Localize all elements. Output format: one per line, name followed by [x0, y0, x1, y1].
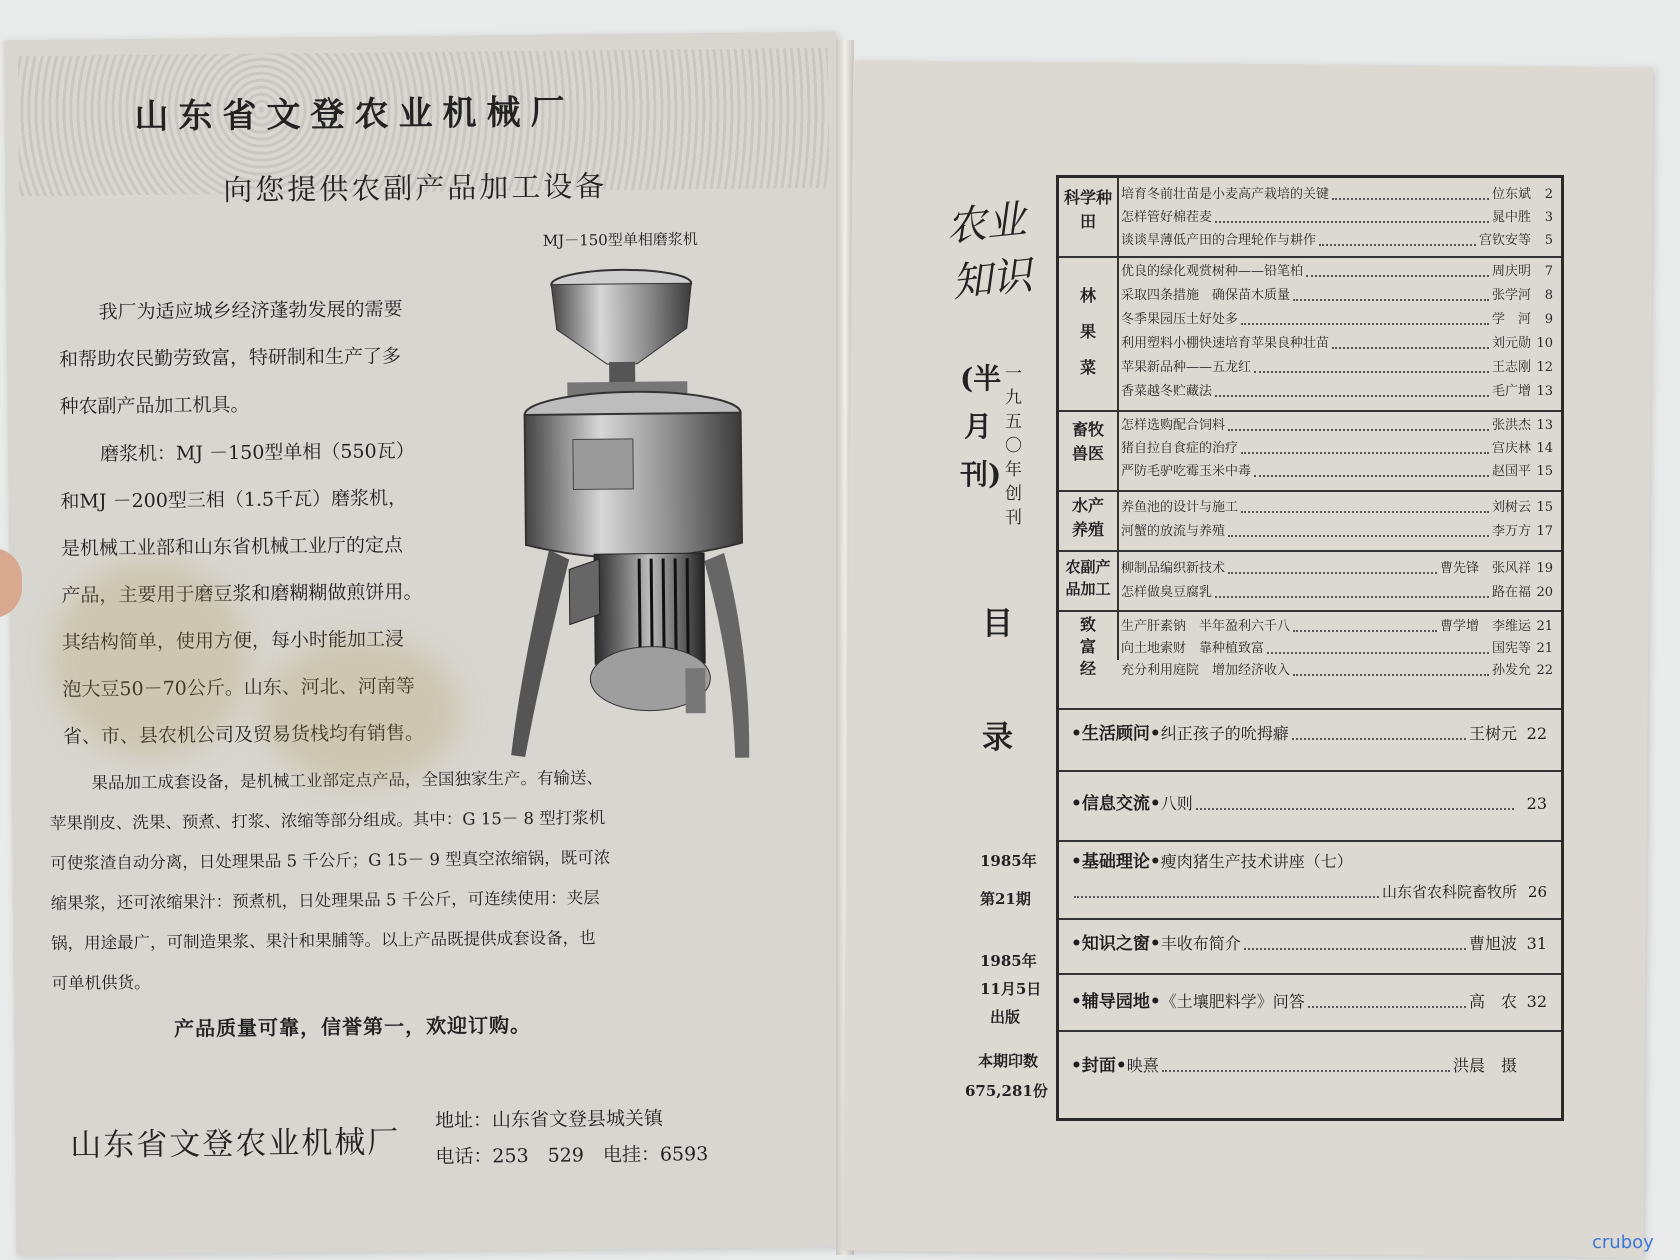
entry-page: 21 [1536, 641, 1553, 656]
entry-title: 怎样做臭豆腐乳 [1121, 585, 1213, 600]
section-rule [1059, 770, 1561, 772]
column-page: 22 [1526, 724, 1547, 743]
toc-entry [1121, 357, 1553, 379]
slogan: 产品质量可靠，信誉第一，欢迎订购。 [173, 1012, 532, 1041]
toc-entry [1121, 558, 1553, 580]
body-line: 是机械工业部和山东省机械工业厅的定点 [60, 534, 404, 560]
entry-author: 赵国平 [1491, 464, 1531, 479]
entry-page: 15 [1536, 500, 1553, 515]
column-title: 《土壤肥料学》问答 [1160, 992, 1305, 1011]
column-name: •基础理论• [1071, 852, 1161, 872]
entry-title: 苹果新品种——五龙红 [1121, 360, 1252, 375]
column-author: 洪晨 摄 [1452, 1056, 1517, 1075]
entry-page: 21 [1536, 619, 1553, 634]
section-rule [1059, 840, 1561, 842]
magazine-masthead [943, 191, 1046, 330]
column-page: 31 [1526, 934, 1547, 953]
column-title: 瘦肉猪生产技术讲座（七） [1160, 852, 1353, 871]
entry-page: 8 [1544, 288, 1553, 303]
entry-page: 2 [1544, 187, 1553, 202]
column-author: 王树元 [1468, 724, 1517, 743]
column-entry-continued [1071, 878, 1547, 906]
section-rule [1059, 708, 1561, 710]
body-line: 产品，主要用于磨豆浆和磨糊糊做煎饼用。 [61, 581, 423, 607]
toc-entry [1121, 309, 1553, 331]
entry-author: 李万方 [1491, 524, 1531, 539]
category-label: 畜牧兽医 [1071, 420, 1104, 463]
toc-entry [1121, 415, 1553, 437]
category-divider [1117, 178, 1119, 660]
entry-page: 5 [1544, 233, 1553, 248]
entry-title: 冬季果园压土好处多 [1121, 312, 1239, 327]
section-rule [1059, 490, 1561, 492]
body-line: 我厂为适应城乡经济蓬勃发展的需要 [98, 298, 403, 324]
toc-entry [1121, 285, 1553, 307]
entry-title: 柳制品编织新技术 [1121, 561, 1226, 576]
section-rule [1059, 1030, 1561, 1032]
column-name: •知识之窗• [1071, 934, 1161, 954]
stain [260, 636, 462, 788]
grinding-machine-illustration [496, 252, 791, 775]
entry-title: 怎样选购配合饲料 [1121, 418, 1226, 433]
column-title: 丰收布简介 [1160, 934, 1241, 953]
toc-entry [1121, 438, 1553, 460]
toc-entry [1121, 521, 1553, 543]
entry-title: 生产肝素钠 半年盈利六千八 [1121, 619, 1291, 634]
column-entry [1071, 848, 1547, 876]
toc-entry [1121, 582, 1553, 604]
para2-line: 苹果削皮、洗果、预煮、打浆、浓缩等部分组成。其中：G 15－ 8 型打浆机 [49, 808, 606, 833]
entry-title: 河蟹的放流与养殖 [1121, 524, 1226, 539]
section-rule [1059, 256, 1561, 258]
column-name: •封面• [1071, 1056, 1127, 1076]
entry-title: 谈谈旱薄低产田的合理轮作与耕作 [1121, 233, 1317, 248]
entry-title: 向土地索财 靠种植致富 [1121, 641, 1265, 656]
entry-author: 国宪等 [1491, 641, 1531, 656]
column-title: 映熹 [1126, 1056, 1159, 1075]
entry-author: 张洪杰 [1491, 418, 1531, 433]
section-rule [1059, 410, 1561, 412]
toc-entry [1121, 207, 1553, 229]
company-header-title: 山东省文登农业机械厂 [134, 92, 575, 138]
entry-author: 毛广增 [1491, 384, 1531, 399]
entry-page: 12 [1536, 360, 1553, 375]
entry-page: 20 [1536, 585, 1553, 600]
founded-year: 一九五〇年创刊 [1005, 364, 1022, 528]
watermark: cruboy [1592, 1232, 1654, 1253]
machine-caption: MJ－150型单相磨浆机 [542, 230, 698, 250]
column-page [1517, 1052, 1547, 1080]
entry-page: 22 [1536, 663, 1553, 678]
column-entry [1071, 988, 1547, 1016]
entry-title: 采取四条措施 确保苗木质量 [1121, 288, 1291, 303]
para2-line: 缩果浆，还可浓缩果汁：预煮机，日处理果品 5 千公斤，可连续使用：夹层 [50, 888, 600, 913]
column-page: 32 [1526, 992, 1547, 1011]
entry-author: 周庆明 [1491, 264, 1531, 279]
column-title: 纠正孩子的吮拇癖 [1160, 724, 1289, 743]
body-line: 种农副产品加工机具。 [59, 393, 250, 418]
column-page: 23 [1526, 794, 1547, 813]
footer-company-name: 山东省文登农业机械厂 [70, 1124, 401, 1164]
column-name: •生活顾问• [1071, 724, 1161, 744]
entry-page: 7 [1544, 264, 1553, 279]
toc-entry [1121, 497, 1553, 519]
issue-number: 第21期 [980, 890, 1031, 908]
body-line: 其结构简单，使用方便，每小时能加工浸 [61, 628, 405, 654]
toc-entry [1121, 230, 1553, 252]
entry-author: 刘树云 [1491, 500, 1531, 515]
section-rule [1059, 550, 1561, 552]
ad-subtitle: 向您提供农副产品加工设备 [223, 169, 608, 208]
entry-author: 宫钦安等 [1478, 233, 1531, 248]
toc-entry [1121, 638, 1553, 660]
section-rule [1059, 918, 1561, 920]
category-label: 致富经 [1079, 615, 1096, 678]
entry-author: 曹学增 李维运 [1439, 619, 1531, 634]
column-title: 八则 [1160, 794, 1193, 813]
para2-line: 可单机供货。 [51, 972, 151, 993]
category-label: 林果菜 [1079, 286, 1096, 377]
column-author: 高 农 [1468, 992, 1517, 1011]
body-line: 和帮助农民勤劳致富，特研制和生产了多 [58, 345, 402, 371]
column-name: •辅导园地• [1071, 992, 1161, 1012]
section-rule [1059, 610, 1561, 612]
body-line: 泡大豆50－70公斤。山东、河北、河南等 [62, 675, 415, 701]
entry-author: 曹先锋 张风祥 [1439, 561, 1531, 576]
magazine-frequency: (半月刊) [960, 362, 1002, 491]
table-of-contents [1056, 175, 1564, 1121]
entry-page: 13 [1536, 384, 1553, 399]
para2-line: 可使浆渣自动分离，日处理果品 5 千公斤；G 15－ 9 型真空浓缩锅，既可浓 [50, 848, 611, 873]
entry-title: 养鱼池的设计与施工 [1121, 500, 1239, 515]
entry-title: 优良的绿化观赏树种——铅笔柏 [1121, 264, 1304, 279]
entry-title: 严防毛驴吃霉玉米中毒 [1121, 464, 1252, 479]
toc-entry [1121, 461, 1553, 483]
entry-author: 晁中胜 [1491, 210, 1531, 225]
entry-author: 位东斌 [1491, 187, 1531, 202]
entry-title: 培育冬前壮苗是小麦高产栽培的关键 [1121, 187, 1330, 202]
entry-page: 3 [1544, 210, 1553, 225]
publication-year: 1985年 [980, 952, 1037, 970]
entry-page: 14 [1536, 441, 1553, 456]
toc-entry [1121, 616, 1553, 638]
entry-author: 学 河 [1491, 312, 1531, 327]
category-label: 农副产品加工 [1065, 558, 1111, 598]
entry-title: 怎样管好棉茬麦 [1121, 210, 1213, 225]
address: 地址：山东省文登县城关镇 [434, 1107, 664, 1132]
contents-label-top: 目 [982, 606, 1013, 642]
print-run: 675,281份 [965, 1082, 1048, 1100]
para2-line: 锅，用途最广，可制造果浆、果汁和果脯等。以上产品既提供成套设备，也 [51, 928, 596, 953]
body-line: 磨浆机：MJ －150型单相（550瓦） [99, 440, 415, 466]
entry-title: 香菜越冬贮藏法 [1121, 384, 1213, 399]
column-entry [1071, 1052, 1547, 1080]
entry-page: 9 [1544, 312, 1553, 327]
entry-page: 17 [1536, 524, 1553, 539]
toc-entry [1121, 184, 1553, 206]
column-entry [1071, 790, 1547, 818]
para2-line: 果品加工成套设备，是机械工业部定点产品，全国独家生产。有输送、 [91, 768, 604, 793]
column-entry [1071, 720, 1547, 748]
category-label: 科学种田 [1063, 188, 1112, 231]
entry-author: 宫庆林 [1491, 441, 1531, 456]
entry-title: 猪自拉自食症的治疗 [1121, 441, 1239, 456]
entry-author: 张学河 [1491, 288, 1531, 303]
entry-page: 15 [1536, 464, 1553, 479]
column-author: 曹旭波 [1468, 934, 1517, 953]
toc-entry [1121, 381, 1553, 403]
entry-author: 路在福 [1491, 585, 1531, 600]
column-author: 山东省农科院畜牧所 [1381, 883, 1517, 901]
entry-title: 充分利用庭院 增加经济收入 [1121, 663, 1291, 678]
entry-author: 王志刚 [1491, 360, 1531, 375]
entry-title: 利用塑料小棚快速培育苹果良种壮苗 [1121, 336, 1330, 351]
print-run-label: 本期印数 [978, 1052, 1039, 1070]
column-name: •信息交流• [1071, 794, 1161, 814]
entry-author: 孙发允 [1491, 663, 1531, 678]
masthead-text: 农业知识 [943, 196, 1035, 307]
entry-page: 19 [1536, 561, 1553, 576]
toc-entry [1121, 333, 1553, 355]
left-page-advertisement [4, 32, 849, 1256]
toc-entry [1121, 261, 1553, 283]
category-label: 水产养殖 [1071, 496, 1104, 539]
body-line: 省、市、县农机公司及贸易货栈均有销售。 [62, 722, 425, 748]
entry-author: 刘元勋 [1491, 336, 1531, 351]
body-line: 和MJ －200型三相（1.5千瓦）磨浆机， [60, 487, 408, 513]
column-entry [1071, 930, 1547, 958]
entry-page: 13 [1536, 418, 1553, 433]
toc-entry [1121, 660, 1553, 682]
publication-date: 11月5日 [980, 980, 1042, 998]
issue-year: 1985年 [980, 852, 1037, 870]
contents-label-bottom: 录 [982, 720, 1013, 756]
section-rule [1059, 973, 1561, 975]
entry-page: 10 [1536, 336, 1553, 351]
publication-word: 出版 [990, 1008, 1021, 1026]
phone: 电话：253 529 电挂：6593 [435, 1143, 709, 1168]
column-page: 26 [1527, 883, 1547, 901]
